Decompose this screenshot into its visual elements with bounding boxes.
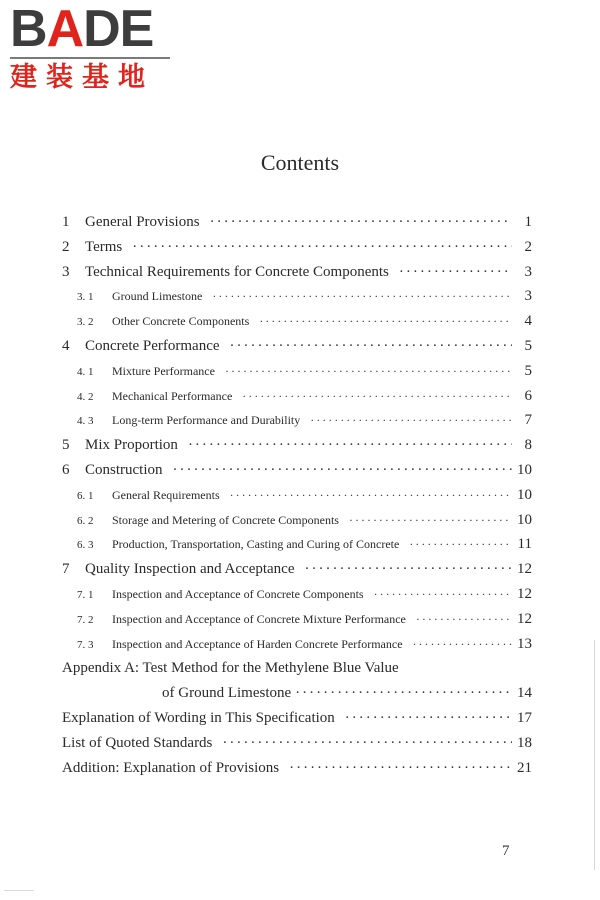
toc-dot-leader [210,214,512,231]
toc-entry-page: 21 [517,759,532,776]
toc-entry-number: 4. 1 [77,365,94,378]
toc-dot-leader [416,612,512,627]
toc-appendix-page: 14 [517,685,532,702]
toc-entry[interactable] [62,487,532,512]
toc-dot-leader [305,561,512,578]
toc-dot-leader [374,587,512,602]
toc-entry-page: 3 [524,288,532,305]
toc-entry-number: 5 [62,437,70,454]
toc-dot-leader [310,413,512,428]
toc-entry-title: Addition: Explanation of Provisions [62,759,280,776]
toc-entry-title: Storage and Metering of Concrete Components [112,512,339,527]
toc-entry-number: 7. 2 [77,613,94,626]
toc-entry-number: 7. 3 [77,638,94,651]
toc-entry-title: Inspection and Acceptance of Harden Concrete Performance [112,636,403,651]
toc-appendix-line[interactable] [62,660,532,685]
toc-entry[interactable] [62,462,532,487]
toc-entry-number: 3. 2 [77,316,94,329]
toc-entry[interactable] [62,214,532,239]
toc-entry-title: Ground Limestone [112,289,203,304]
toc-entry-title: Concrete Performance [85,337,220,354]
toc-entry-title: Production, Transportation, Casting and Curing of Concrete [112,537,400,552]
toc-entry-page: 17 [517,709,532,726]
toc-entry[interactable] [62,388,532,413]
toc-entry-number: 6 [62,461,70,478]
toc-back-matter-entry[interactable] [62,710,532,735]
toc-dot-leader [212,289,512,304]
toc-dot-leader [222,735,512,752]
toc-entry-page: 8 [524,437,532,454]
toc-entry-number: 6. 2 [77,514,94,527]
toc-entry-number: 7 [62,561,70,578]
logo-wordmark [10,0,180,58]
toc-entry-title: Inspection and Acceptance of Concrete Components [112,586,364,601]
toc-entry-number: 2 [62,238,70,255]
toc-entry[interactable] [62,636,532,661]
toc-entry-page: 1 [524,214,532,230]
toc-entry-number: 7. 1 [77,588,94,601]
toc-entry-page: 5 [524,337,532,354]
toc-entry-page: 12 [517,585,532,602]
logo-letter-b: B [10,0,47,58]
logo-letter-a: A [46,0,84,58]
page-number: 7 [502,843,510,859]
toc-entry[interactable] [62,338,532,363]
toc-entry-title: List of Quoted Standards [62,734,213,751]
toc-entry[interactable] [62,288,532,313]
toc-entry[interactable] [62,586,532,611]
logo-chinese-text: 建装基地 [10,62,154,93]
toc-entry-number: 1 [62,214,70,230]
toc-back-matter-entry[interactable] [62,760,532,785]
toc-entry-title: Mechanical Performance [112,388,233,403]
scan-edge-line [4,890,34,891]
toc-appendix-title-cont: of Ground Limestone [162,685,292,702]
toc-entry-title: Mix Proportion [85,437,178,454]
toc-entry-number: 4. 3 [77,415,94,428]
toc-entry[interactable] [62,313,532,338]
toc-dot-leader [295,685,512,702]
page-title: Contents [260,150,340,175]
toc-dot-leader [409,537,512,552]
toc-entry-page: 5 [524,362,532,379]
toc-entry-page: 6 [524,387,532,404]
toc-entry-title: General Requirements [112,487,220,502]
toc-dot-leader [289,760,512,777]
toc-dot-leader [173,462,513,479]
toc-entry-number: 3. 1 [77,291,94,304]
toc-entry[interactable] [62,561,532,586]
toc-dot-leader [242,389,512,404]
toc-entry-page: 12 [517,610,532,627]
toc-entry-number: 6. 1 [77,489,94,502]
toc-entry-title: Other Concrete Components [112,314,250,329]
toc-entry[interactable] [62,363,532,388]
toc-dot-leader [399,264,512,281]
toc-entry-title: Construction [85,461,163,478]
toc-dot-leader [225,364,512,379]
toc-entry-page: 12 [517,561,532,578]
toc-entry-page: 10 [517,486,532,503]
scan-edge-line [594,640,595,870]
toc-appendix-continuation[interactable] [62,685,532,710]
toc-back-matter-entry[interactable] [62,735,532,760]
toc-entry-title: Explanation of Wording in This Specification [62,709,335,726]
toc-entry-page: 3 [524,263,532,280]
toc-entry[interactable] [62,611,532,636]
table-of-contents [62,214,532,784]
toc-entry-page: 7 [524,412,532,429]
toc-entry-number: 6. 3 [77,539,94,552]
toc-dot-leader [230,488,512,503]
toc-entry[interactable] [62,512,532,537]
toc-dot-leader [132,239,512,256]
toc-entry-number: 4. 2 [77,390,94,403]
toc-entry-page: 10 [517,511,532,528]
toc-entry-number: 4 [62,337,70,354]
toc-entry-page: 4 [524,313,532,330]
toc-entry[interactable] [62,536,532,561]
toc-entry-title: Terms [85,238,123,255]
toc-entry[interactable] [62,239,532,264]
toc-entry-page: 2 [524,238,532,255]
toc-entry-page: 18 [517,734,532,751]
toc-dot-leader [413,637,512,652]
toc-dot-leader [230,338,512,355]
toc-dot-leader [259,314,512,329]
toc-entry[interactable] [62,264,532,289]
toc-entry-title: Long-term Performance and Durability [112,413,301,428]
toc-entry[interactable] [62,437,532,462]
toc-entry-title: Quality Inspection and Acceptance [85,561,295,578]
toc-dot-leader [188,437,512,454]
logo-letters-de: DE [83,0,154,58]
toc-entry-title: Inspection and Acceptance of Concrete Mixture Performance [112,611,406,626]
toc-entry-page: 11 [517,536,532,553]
toc-entry-page: 10 [517,461,532,478]
toc-entry-number: 3 [62,263,70,280]
toc-appendix-title: Appendix A: Test Method for the Methylene Blue Value [62,660,399,677]
toc-dot-leader [345,710,512,727]
toc-entry-title: Technical Requirements for Concrete Components [85,263,389,280]
toc-entry-title: Mixture Performance [112,363,215,378]
toc-entry-page: 13 [517,635,532,652]
toc-entry-title: General Provisions [85,214,200,230]
publisher-logo [10,0,180,93]
toc-entry[interactable] [62,412,532,437]
toc-dot-leader [349,513,512,528]
